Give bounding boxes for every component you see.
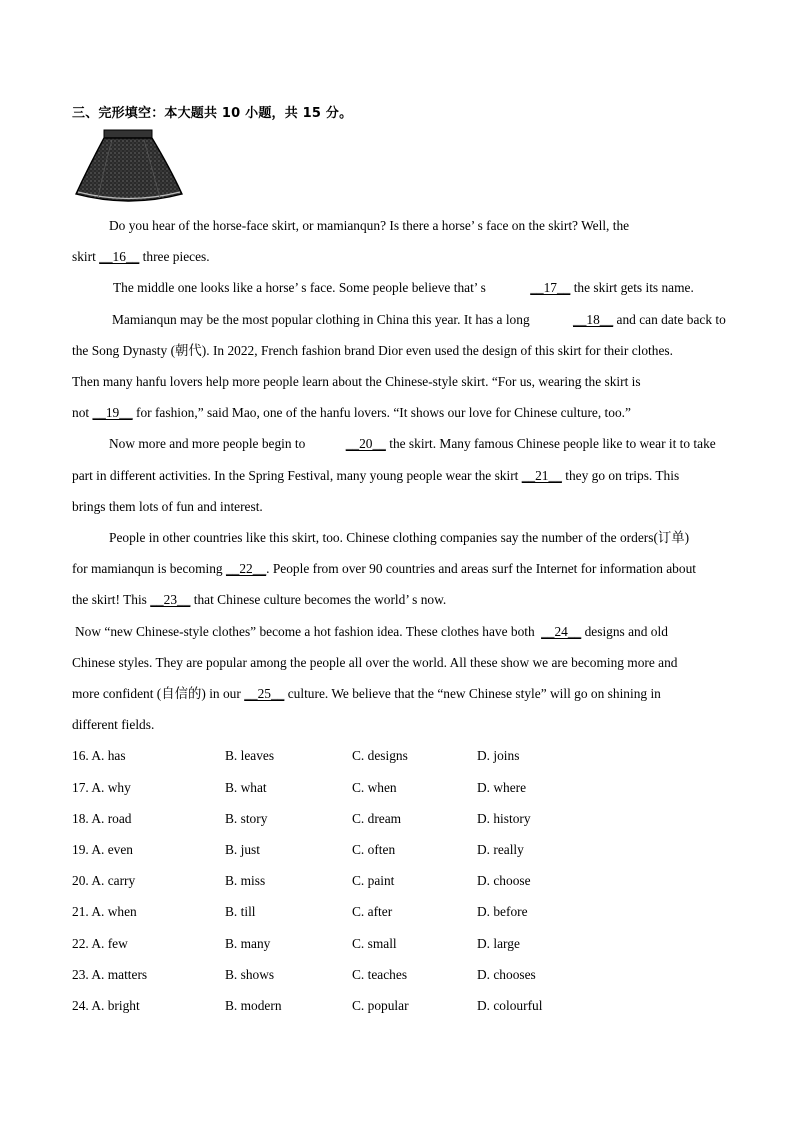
blank-21: __21__ (521, 468, 562, 483)
option-d[interactable]: D. where (477, 780, 527, 795)
blank-16: __16__ (99, 249, 140, 264)
passage-line (72, 590, 732, 610)
option-b[interactable]: B. till (225, 904, 256, 919)
question-18-options (72, 809, 672, 829)
option-a[interactable]: 24. A. bright (72, 998, 140, 1013)
option-d[interactable]: D. colourful (477, 998, 543, 1013)
passage-text: Now more and more people begin to (109, 436, 309, 451)
option-c[interactable]: C. small (352, 936, 397, 951)
passage-text: and can date back to (613, 312, 726, 327)
option-c[interactable]: C. designs (352, 748, 408, 763)
passage-text: skirt (72, 249, 100, 264)
section-heading: 三、完形填空：本大题共 10 小题，共 15 分。 (72, 106, 353, 121)
passage-text: they go on trips. This (561, 468, 680, 483)
option-a[interactable]: 17. A. why (72, 780, 131, 795)
blank-19: __19__ (92, 405, 133, 420)
blank-25: __25__ (244, 686, 285, 701)
option-c[interactable]: C. when (352, 780, 397, 795)
passage-text: the Song Dynasty (朝代). In 2022, French fashion brand Dior even used the design of this skirt for their clothes. (72, 343, 673, 358)
option-d[interactable]: D. large (477, 936, 520, 951)
passage-text: the skirt gets its name. (570, 280, 694, 295)
blank-18: __18__ (573, 312, 614, 327)
passage-line (72, 403, 732, 423)
option-b[interactable]: B. modern (225, 998, 282, 1013)
option-b[interactable]: B. leaves (225, 748, 275, 763)
blank-17: __17__ (530, 280, 571, 295)
passage-text: for fashion,” said Mao, one of the hanfu lovers. “It shows our love for Chinese culture, too.” (132, 405, 631, 420)
passage-text: not (72, 405, 93, 420)
option-a[interactable]: 21. A. when (72, 904, 137, 919)
passage-line (72, 715, 732, 735)
passage-line (72, 278, 732, 298)
passage-text: brings them lots of fun and interest. (72, 499, 263, 514)
option-d[interactable]: D. chooses (477, 967, 536, 982)
option-b[interactable]: B. shows (225, 967, 275, 982)
passage-text: for mamianqun is becoming (72, 561, 226, 576)
passage-text: Then many hanfu lovers help more people learn about the Chinese-style skirt. “For us, wearing the skirt is (72, 374, 641, 389)
blank-23: __23__ (150, 592, 191, 607)
passage-line (72, 528, 732, 548)
passage-line (72, 247, 732, 267)
skirt-illustration-icon (74, 128, 184, 206)
passage-line (72, 466, 732, 486)
passage-line (72, 653, 732, 673)
option-a[interactable]: 18. A. road (72, 811, 132, 826)
question-21-options (72, 902, 672, 922)
question-22-options (72, 934, 672, 954)
option-c[interactable]: C. often (352, 842, 396, 857)
option-d[interactable]: D. history (477, 811, 531, 826)
option-a[interactable]: 23. A. matters (72, 967, 148, 982)
passage-text: part in different activities. In the Spring Festival, many young people wear the skirt (72, 468, 522, 483)
passage-line (72, 497, 732, 517)
passage-text: the skirt. Many famous Chinese people like to wear it to take (385, 436, 716, 451)
option-c[interactable]: C. popular (352, 998, 409, 1013)
option-c[interactable]: C. after (352, 904, 393, 919)
option-b[interactable]: B. many (225, 936, 271, 951)
passage-text: culture. We believe that the “new Chinese style” will go on shining in (284, 686, 661, 701)
option-c[interactable]: C. teaches (352, 967, 408, 982)
blank-20: __20__ (345, 436, 386, 451)
passage-text: Chinese styles. They are popular among the people all over the world. All these show we are becoming more and (72, 655, 678, 670)
passage-text: Mamianqun may be the most popular clothing in China this year. It has a long (112, 312, 533, 327)
passage-text: Do you hear of the horse-face skirt, or mamianqun? Is there a horse’ s face on the skirt? Well, the (109, 218, 630, 233)
option-d[interactable]: D. joins (477, 748, 520, 763)
question-20-options (72, 871, 672, 891)
question-24-options (72, 996, 672, 1016)
option-c[interactable]: C. dream (352, 811, 402, 826)
passage-line (72, 434, 732, 454)
passage-text: The middle one looks like a horse’ s face. Some people believe that’ s (113, 280, 490, 295)
option-d[interactable]: D. choose (477, 873, 531, 888)
option-b[interactable]: B. just (225, 842, 260, 857)
question-17-options (72, 778, 672, 798)
question-16-options (72, 746, 672, 766)
passage-text: three pieces. (139, 249, 210, 264)
option-b[interactable]: B. story (225, 811, 268, 826)
passage-text: Now “new Chinese-style clothes” become a hot fashion idea. These clothes have both (75, 624, 539, 639)
passage-text: that Chinese culture becomes the world’ s now. (190, 592, 447, 607)
option-b[interactable]: B. miss (225, 873, 266, 888)
passage-text: . People from over 90 countries and areas surf the Internet for information about (266, 561, 696, 576)
passage-line (72, 310, 732, 330)
option-b[interactable]: B. what (225, 780, 267, 795)
passage-line (72, 684, 732, 704)
passage-line (72, 372, 732, 392)
passage-text: People in other countries like this skirt, too. Chinese clothing companies say the number of the orders(订单) (109, 530, 690, 545)
question-19-options (72, 840, 672, 860)
option-a[interactable]: 22. A. few (72, 936, 128, 951)
passage-text: designs and old (581, 624, 668, 639)
option-d[interactable]: D. before (477, 904, 528, 919)
passage-line (72, 341, 732, 361)
option-a[interactable]: 19. A. even (72, 842, 133, 857)
option-a[interactable]: 20. A. carry (72, 873, 136, 888)
blank-24: __24__ (541, 624, 582, 639)
option-d[interactable]: D. really (477, 842, 524, 857)
passage-text: different fields. (72, 717, 155, 732)
question-23-options (72, 965, 672, 985)
passage-line (72, 216, 732, 236)
passage-line (72, 622, 732, 642)
option-c[interactable]: C. paint (352, 873, 395, 888)
blank-22: __22__ (225, 561, 267, 576)
passage-text: more confident (自信的) in our (72, 686, 245, 701)
passage-line (72, 559, 732, 579)
option-a[interactable]: 16. A. has (72, 748, 126, 763)
passage-text: the skirt! This (72, 592, 151, 607)
